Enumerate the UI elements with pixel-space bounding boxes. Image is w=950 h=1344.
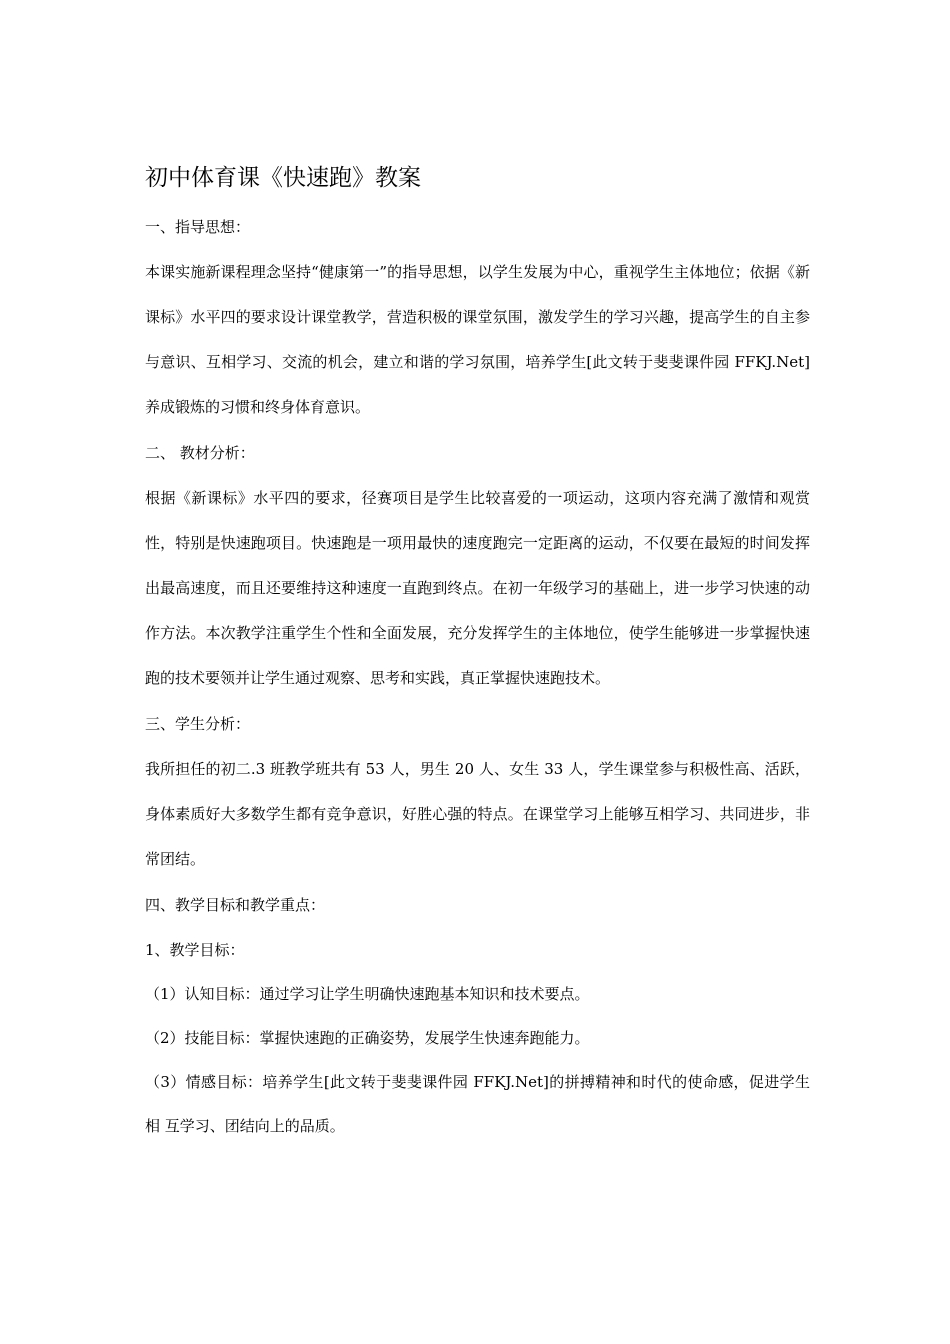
goal-item-emotional: （3）情感目标：培养学生[此文转于斐斐课件园 FFKJ.Net]的拼搏精神和时代的使命感，促进学生相 互学习、团结向上的品质。 <box>145 1073 810 1135</box>
document-title: 初中体育课《快速跑》教案 <box>145 165 421 191</box>
section-paragraph-material-analysis: 根据《新课标》水平四的要求，径赛项目是学生比较喜爱的一项运动，这项内容充满了激情和观赏性，特别是快速跑项目。快速跑是一项用最快的速度跑完一定距离的运动，不仅要在最短的时间发挥出最高速度，而且还要维持这种速度一直跑到终点。在初一年级学习的基础上，进一步学习快速的动作方法。本次教学注重学生个性和全面发展，充分发挥学生的主体地位，使学生能够进一步掌握快速跑的技术要领并让学生通过观察、思考和实践，真正掌握快速跑技术。 <box>145 489 810 687</box>
goal-item-skill: （2）技能目标：掌握快速跑的正确姿势，发展学生快速奔跑能力。 <box>145 1029 590 1047</box>
document-body <box>145 160 810 1148</box>
section-heading-student-analysis: 三、学生分析： <box>145 715 251 733</box>
section-heading-guiding-ideology: 一、指导思想： <box>145 218 251 236</box>
section-heading-teaching-goals: 四、教学目标和教学重点： <box>145 896 326 914</box>
goal-item-cognitive: （1）认知目标：通过学习让学生明确快速跑基本知识和技术要点。 <box>145 985 590 1003</box>
section-paragraph-student-analysis: 我所担任的初二.3 班教学班共有 53 人，男生 20 人、女生 33 人，学生课堂参与积极性高、活跃，身体素质好大多数学生都有竞争意识，好胜心强的特点。在课堂学习上能够互相学习、共同进步，非常团结。 <box>145 760 810 868</box>
subheading-teaching-goals: 1、教学目标： <box>145 941 245 959</box>
section-paragraph-guiding-ideology: 本课实施新课程理念坚持“健康第一”的指导思想，以学生发展为中心，重视学生主体地位；依据《新课标》水平四的要求设计课堂教学，营造积极的课堂氛围，激发学生的学习兴趣，提高学生的自主参与意识、互相学习、交流的机会，建立和谐的学习氛围，培养学生[此文转于斐斐课件园 FFKJ.Net]养成锻炼的习惯和终身体育意识。 <box>145 263 810 416</box>
section-heading-material-analysis: 二、 教材分析： <box>145 444 255 462</box>
